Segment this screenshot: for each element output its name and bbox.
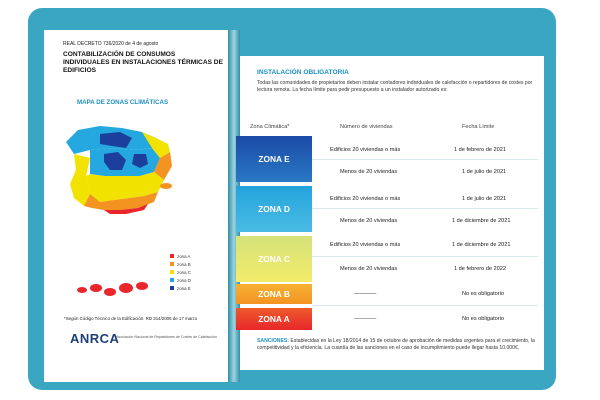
legend-item	[170, 252, 191, 260]
legend-item	[170, 284, 191, 292]
zone-c-deadline-2: 1 de febrero de 2022	[454, 266, 506, 272]
spain-climate-map	[60, 114, 176, 218]
header-homes: Número de viviendas	[340, 124, 393, 130]
logo-tagline: Asociación Nacional de Repartidores de Costes de Calefacción	[116, 335, 217, 339]
canary-islands-map	[74, 278, 152, 300]
header-zone: Zona Climática*	[250, 124, 290, 130]
row-divider	[312, 305, 538, 306]
legend-item	[170, 268, 191, 276]
zone-e-homes-1: Edificios 20 viviendas o más	[330, 147, 401, 153]
legend-label: zona A	[177, 253, 191, 259]
legend-label: zona D	[177, 277, 191, 283]
zone-b-homes: ————	[354, 291, 377, 297]
map-balearic-islands	[160, 183, 172, 189]
zone-c-homes-1: Edificios 20 viviendas o más	[330, 242, 401, 248]
document-title: CONTABILIZACIÓN DE CONSUMOS INDIVIDUALES EN INSTALACIONES TÉRMICAS DE EDIFICIOS	[63, 51, 223, 74]
row-divider	[312, 256, 538, 257]
zone-e-deadline-1: 1 de febrero de 2021	[454, 147, 506, 153]
cte-footnote: *Según Código Técnico de la Edificación. RD 314/2006 de 17 marzo	[64, 316, 198, 321]
row-divider	[312, 208, 538, 209]
decree-reference: REAL DECRETO 736/2020 de 4 de agosto	[63, 41, 159, 47]
zone-d-deadline-2: 1 de diciembre de 2021	[452, 218, 511, 224]
zone-c-homes-2: Menos de 20 viviendas	[340, 266, 398, 272]
legend-swatch	[170, 286, 174, 290]
legend-item	[170, 260, 191, 268]
legend-swatch	[170, 278, 174, 282]
intro-text: Todas las comunidades de propietarios deben instalar contadores individuales de calefacción o repartidores de costes por lectura remota. La fecha límite para pedir presupuesto a un instalador autorizado es:	[257, 80, 533, 93]
anrca-logo: ANRCA	[70, 331, 120, 346]
zone-d-deadline-1: 1 de julio de 2021	[462, 196, 507, 202]
zone-e-label: ZONA E	[236, 136, 312, 182]
legend-swatch	[170, 262, 174, 266]
legend-label: zona C	[177, 269, 191, 275]
zone-a-deadline: No es obligatorio	[462, 316, 504, 322]
zone-d-homes-1: Edificios 20 viviendas o más	[330, 196, 401, 202]
zone-e-homes-2: Menos de 20 viviendas	[340, 169, 398, 175]
header-deadline: Fecha Límite	[462, 124, 495, 130]
sanctions-body: Establecidas en la Ley 18/2014 de 15 de octubre de aprobación de medidas urgentes para el crecimiento, la competitividad y la eficiencia. La cuantía de las sanciones en el caso de incumplimiento puede llegar hasta 10.000€.	[257, 338, 535, 351]
sanctions-text	[257, 338, 537, 352]
section-title: INSTALACIÓN OBLIGATORIA	[257, 69, 349, 76]
legend-swatch	[170, 254, 174, 258]
legend-label: zona B	[177, 261, 191, 267]
zone-e-deadline-2: 1 de julio de 2021	[462, 169, 507, 175]
zone-b-deadline: No es obligatorio	[462, 291, 504, 297]
zone-b-label: ZONA B	[236, 284, 312, 304]
legend-label: zona E	[177, 285, 191, 291]
map-title: MAPA DE ZONAS CLIMÁTICAS	[77, 99, 169, 106]
zone-c-deadline-1: 1 de diciembre de 2021	[452, 242, 511, 248]
zone-a-label: ZONA A	[236, 308, 312, 330]
zone-d-label: ZONA D	[236, 186, 312, 232]
legend-item	[170, 276, 191, 284]
climate-zone-legend	[170, 252, 191, 292]
zone-a-homes: ————	[354, 316, 377, 322]
legend-swatch	[170, 270, 174, 274]
zone-c-label: ZONA C	[236, 236, 312, 282]
zone-d-homes-2: Menos de 20 viviendas	[340, 218, 398, 224]
sanctions-label: SANCIONES:	[257, 338, 289, 344]
row-divider	[312, 159, 538, 160]
